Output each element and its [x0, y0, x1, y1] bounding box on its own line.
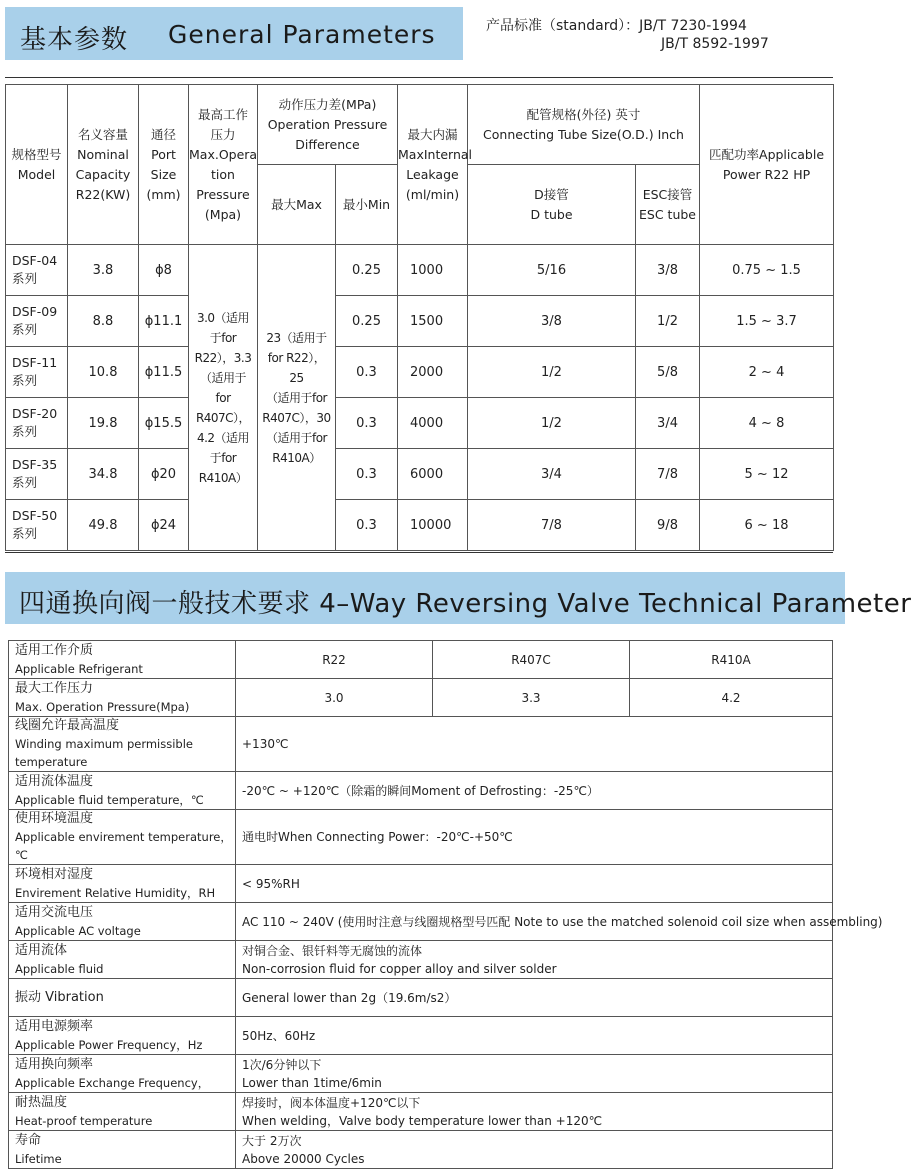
max-pressure-merged-line: （适用于 [199, 370, 246, 385]
model-name: DSF-50 [12, 508, 58, 523]
d-tube-cell: 1/2 [468, 398, 636, 449]
capacity-cell: 10.8 [68, 347, 139, 398]
section1-title-cn: 基本参数 [20, 25, 129, 55]
header-diff-group [258, 85, 398, 165]
param-label [9, 717, 236, 772]
header-port-line: Size [150, 166, 177, 182]
header-max-pressure-line: Max.Opera [189, 146, 258, 162]
refrigerant-r407c: R407C [433, 641, 630, 679]
max-pressure-merged-line: 4.2（适用 [196, 430, 250, 445]
model-series: 系列 [12, 526, 38, 541]
section1-title-en: General Parameters [168, 20, 436, 49]
leakage-cell: 1500 [398, 296, 468, 347]
header-esc-tube-line: ESC接管 [642, 186, 693, 202]
param-value-line: 焊接时，阀本体温度+120℃以下 [242, 1095, 421, 1110]
param-value-line: < 95%RH [242, 876, 300, 891]
leakage-cell: 6000 [398, 449, 468, 500]
max-pressure-merged-line: 于for [209, 450, 237, 465]
param-label [9, 979, 236, 1017]
max-pressure-merged-line: for [215, 390, 231, 405]
header-leakage-lines [398, 125, 473, 205]
param-value-line: +130℃ [242, 737, 289, 751]
param-value [236, 810, 833, 865]
param-value [236, 717, 833, 772]
max-pressure-merged-cell [189, 245, 258, 551]
param-value [236, 1017, 833, 1055]
d-tube-cell: 5/16 [468, 245, 636, 296]
standard-label: 产品标准（standard）： [486, 18, 640, 34]
header-leakage [398, 85, 473, 245]
max-pressure-label-cn: 最大工作压力 [15, 680, 94, 696]
param-label-cn: 适用电源频率 [15, 1018, 94, 1034]
param-label [9, 1055, 236, 1093]
model-cell [6, 245, 68, 296]
param-value-line: Non-corrosion fluid for copper alloy and silver solder [242, 961, 557, 976]
model-name: DSF-04 [12, 253, 58, 268]
technical-parameter-banner [5, 572, 911, 624]
diff-min-cell: 0.25 [336, 296, 398, 347]
standard-2: JB/T 8592-1997 [661, 36, 769, 52]
divider-middle [5, 552, 833, 553]
header-max-pressure-line: 最高工作 [197, 106, 248, 122]
refrigerant-label [9, 641, 236, 679]
model-series: 系列 [12, 373, 38, 388]
param-value [236, 1093, 833, 1131]
header-power [700, 85, 834, 245]
header-tube-line: Connecting Tube Size(O.D.) Inch [483, 126, 684, 142]
header-port [139, 85, 189, 245]
model-name: DSF-20 [12, 406, 58, 421]
max-pressure-label [9, 679, 236, 717]
diff-min-cell: 0.3 [336, 449, 398, 500]
header-diff-line: Operation Pressure [267, 116, 388, 132]
leakage-cell: 2000 [398, 347, 468, 398]
power-cell: 4 ~ 8 [700, 398, 834, 449]
model-name: DSF-11 [12, 355, 58, 370]
esc-tube-cell: 3/8 [636, 245, 700, 296]
product-standard [486, 17, 769, 53]
param-label-cn: 适用流体 [15, 942, 68, 958]
header-max-pressure-line: tion [211, 166, 235, 182]
header-leakage-line: Leakage [406, 166, 459, 182]
header-max-pressure [189, 85, 258, 245]
header-max-pressure-line: 压力 [210, 126, 236, 142]
esc-tube-cell: 1/2 [636, 296, 700, 347]
diff-min-cell: 0.25 [336, 245, 398, 296]
diff-max-merged-line: 23（适用于 [266, 330, 327, 345]
param-label-cn: 适用流体温度 [15, 773, 94, 789]
param-label-cn: 寿命 [15, 1132, 42, 1148]
general-parameters-banner [5, 7, 463, 60]
header-d-tube-lines [468, 185, 635, 225]
leakage-cell: 1000 [398, 245, 468, 296]
model-cell [6, 398, 68, 449]
header-capacity-lines [68, 125, 138, 205]
d-tube-cell: 3/4 [468, 449, 636, 500]
technical-parameter-table [8, 640, 883, 1169]
diff-min-cell: 0.3 [336, 347, 398, 398]
header-d-tube-line: D接管 [534, 186, 569, 202]
header-max-pressure-lines [189, 105, 257, 225]
table-row [9, 1093, 833, 1131]
param-label-cn: 使用环境温度 [15, 811, 94, 826]
model-name: DSF-09 [12, 304, 58, 319]
capacity-cell: 34.8 [68, 449, 139, 500]
table-row [9, 979, 833, 1017]
header-esc-tube-line: ESC tube [639, 206, 696, 222]
d-tube-cell: 7/8 [468, 500, 636, 551]
param-label-en: Lifetime [15, 1151, 62, 1166]
param-label [9, 772, 236, 810]
param-value [236, 941, 833, 979]
param-value [236, 1131, 833, 1169]
header-capacity-line: Nominal [77, 146, 129, 162]
header-diff-lines [258, 95, 397, 155]
table-row [9, 865, 833, 903]
leakage-cell: 10000 [398, 500, 468, 551]
header-capacity-line: 名义容量 [77, 126, 128, 142]
general-parameters-table [5, 84, 834, 551]
power-cell: 1.5 ~ 3.7 [700, 296, 834, 347]
table-row [9, 717, 833, 772]
power-cell: 0.75 ~ 1.5 [700, 245, 834, 296]
capacity-cell: 19.8 [68, 398, 139, 449]
header-power-line: Power R22 HP [722, 166, 811, 182]
capacity-cell: 3.8 [68, 245, 139, 296]
param-label-en: Heat-proof temperature [15, 1113, 153, 1128]
table-row [6, 500, 834, 551]
param-label [9, 1093, 236, 1131]
d-tube-cell: 1/2 [468, 347, 636, 398]
max-pressure-merged-line: R410A） [198, 470, 248, 485]
table-row [9, 941, 833, 979]
diff-max-merged-line: （适用于for [265, 390, 327, 405]
model-cell [6, 500, 68, 551]
param-value-line: When welding，Valve body temperature lower than +120℃ [242, 1113, 603, 1128]
model-name: DSF-35 [12, 457, 58, 472]
param-value [236, 865, 833, 903]
header-model-line: 规格型号 [11, 146, 62, 162]
port-cell: ϕ20 [139, 449, 189, 500]
param-label [9, 1131, 236, 1169]
param-value [236, 772, 833, 810]
header-esc-tube [636, 165, 700, 245]
model-cell [6, 347, 68, 398]
param-value-line: General lower than 2g（19.6m/s2） [242, 990, 457, 1005]
param-label-en: Applicable envirement temperature，℃ [15, 830, 232, 862]
refrigerant-label-en: Applicable Refrigerant [15, 661, 143, 676]
header-leakage-line: (ml/min) [405, 186, 460, 202]
param-label-en: Applicable fluid temperature，℃ [15, 792, 204, 807]
header-tube-lines [468, 105, 699, 145]
header-diff-max: 最大Max [258, 165, 336, 245]
model-series: 系列 [12, 271, 38, 286]
param-value-line: 1次/6分钟以下 [242, 1057, 322, 1072]
header-capacity-line: R22(KW) [75, 186, 131, 202]
table-row [6, 296, 834, 347]
param-label-cn: 适用交流电压 [15, 904, 94, 920]
header-model-line: Model [17, 166, 56, 182]
param-value-line: 对铜合金、银钎料等无腐蚀的流体 [242, 943, 423, 958]
param-value-line: AC 110 ~ 240V (使用时注意与线圈规格型号匹配 Note to use the matched solenoid coil size when assembling) [242, 914, 883, 929]
esc-tube-cell: 7/8 [636, 449, 700, 500]
param-label-en: Applicable fluid [15, 961, 104, 976]
param-value [236, 979, 833, 1017]
max-pressure-r407c: 3.3 [433, 679, 630, 717]
table-row [9, 1055, 833, 1093]
param-label [9, 810, 236, 865]
header-power-line: 匹配功率Applicable [709, 146, 825, 162]
diff-max-merged-cell [258, 245, 336, 551]
param-label [9, 941, 236, 979]
refrigerant-r22: R22 [236, 641, 433, 679]
header-port-lines [139, 125, 188, 205]
header-power-lines [700, 145, 833, 185]
table-row [6, 398, 834, 449]
model-series: 系列 [12, 424, 38, 439]
header-max-pressure-line: (Mpa) [204, 206, 242, 222]
param-label [9, 865, 236, 903]
param-value-line: 50Hz、60Hz [242, 1028, 316, 1043]
d-tube-cell: 3/8 [468, 296, 636, 347]
param-value [236, 1055, 833, 1093]
model-series: 系列 [12, 475, 38, 490]
header-tube-line: 配管规格(外径) 英寸 [526, 106, 641, 122]
capacity-cell: 49.8 [68, 500, 139, 551]
param-label-cn: 线圈允许最高温度 [15, 718, 120, 733]
port-cell: ϕ11.1 [139, 296, 189, 347]
param-label-en: Applicable AC voltage [15, 923, 141, 938]
section2-title: 四通换向阀一般技术要求 4–Way Reversing Valve Technical Parameter [19, 589, 911, 619]
esc-tube-cell: 5/8 [636, 347, 700, 398]
param-label-cn: 振动 Vibration [15, 989, 104, 1005]
header-port-line: (mm) [146, 186, 181, 202]
header-tube-group [468, 85, 700, 165]
table-row [9, 903, 833, 941]
header-port-line: Port [151, 146, 176, 162]
header-port-line: 通径 [150, 126, 176, 142]
power-cell: 2 ~ 4 [700, 347, 834, 398]
header-model-lines [6, 145, 67, 185]
param-value-line: 通电时When Connecting Power：-20℃-+50℃ [242, 830, 513, 844]
param-label [9, 1017, 236, 1055]
diff-min-cell: 0.3 [336, 398, 398, 449]
model-cell [6, 449, 68, 500]
header-capacity-line: Capacity [75, 166, 131, 182]
port-cell: ϕ15.5 [139, 398, 189, 449]
param-value-line: -20℃ ~ +120℃（除霜的瞬间Moment of Defrosting：-25℃） [242, 783, 599, 798]
param-label-cn: 环境相对湿度 [15, 866, 94, 882]
max-pressure-r410a: 4.2 [630, 679, 833, 717]
esc-tube-cell: 9/8 [636, 500, 700, 551]
param-label-cn: 耐热温度 [15, 1094, 68, 1110]
port-cell: ϕ24 [139, 500, 189, 551]
diff-min-cell: 0.3 [336, 500, 398, 551]
header-max-pressure-line: Pressure [196, 186, 250, 202]
max-pressure-merged-line: R22），3.3 [194, 350, 252, 365]
header-diff-line: Difference [295, 136, 360, 152]
model-series: 系列 [12, 322, 38, 337]
max-pressure-label-en: Max. Operation Pressure(Mpa) [15, 699, 190, 714]
param-label-en: Envirement Relative Humidity，RH [15, 885, 216, 900]
standard-1: JB/T 7230-1994 [639, 18, 747, 34]
header-leakage-line: 最大内漏 [407, 126, 458, 142]
power-cell: 5 ~ 12 [700, 449, 834, 500]
table-row [9, 1017, 833, 1055]
port-cell: ϕ8 [139, 245, 189, 296]
leakage-cell: 4000 [398, 398, 468, 449]
refrigerant-r410a: R410A [630, 641, 833, 679]
table-row [6, 347, 834, 398]
param-label-en: Applicable Power Frequency，Hz [15, 1037, 203, 1052]
table-row [6, 449, 834, 500]
param-label [9, 903, 236, 941]
esc-tube-cell: 3/4 [636, 398, 700, 449]
power-cell: 6 ~ 18 [700, 500, 834, 551]
header-capacity [68, 85, 139, 245]
param-value-line: Above 20000 Cycles [242, 1151, 365, 1166]
max-pressure-merged-line: 于for [209, 330, 237, 345]
table-row [9, 810, 833, 865]
capacity-cell: 8.8 [68, 296, 139, 347]
diff-max-merged-line: for R22），25 [267, 350, 326, 385]
param-value-line: 大于 2万次 [242, 1133, 302, 1148]
header-leakage-line: MaxInternal [398, 146, 473, 162]
max-pressure-merged-line: R407C）， [195, 410, 251, 425]
table-row [9, 772, 833, 810]
diff-max-merged-line: （适用于for [265, 430, 327, 445]
param-label-en: Applicable Exchange Frequency， [15, 1075, 210, 1090]
header-esc-tube-lines [636, 185, 699, 225]
header-d-tube [468, 165, 636, 245]
header-diff-min: 最小Min [336, 165, 398, 245]
table-row [6, 245, 834, 296]
port-cell: ϕ11.5 [139, 347, 189, 398]
divider-top [5, 77, 833, 78]
refrigerant-label-cn: 适用工作介质 [15, 642, 94, 658]
param-label-en: Winding maximum permissible temperature [15, 737, 193, 769]
param-value [236, 903, 883, 941]
header-diff-line: 动作压力差(MPa) [278, 96, 377, 112]
header-model [6, 85, 68, 245]
header-d-tube-line: D tube [530, 206, 573, 222]
max-pressure-r22: 3.0 [236, 679, 433, 717]
param-label-cn: 适用换向频率 [15, 1056, 94, 1072]
max-pressure-merged-line: 3.0（适用 [196, 310, 250, 325]
table-row [9, 1131, 833, 1169]
diff-max-merged-line: R410A） [272, 450, 321, 465]
diff-max-merged-line: R407C），30 [262, 410, 331, 425]
model-cell [6, 296, 68, 347]
param-value-line: Lower than 1time/6min [242, 1075, 382, 1090]
